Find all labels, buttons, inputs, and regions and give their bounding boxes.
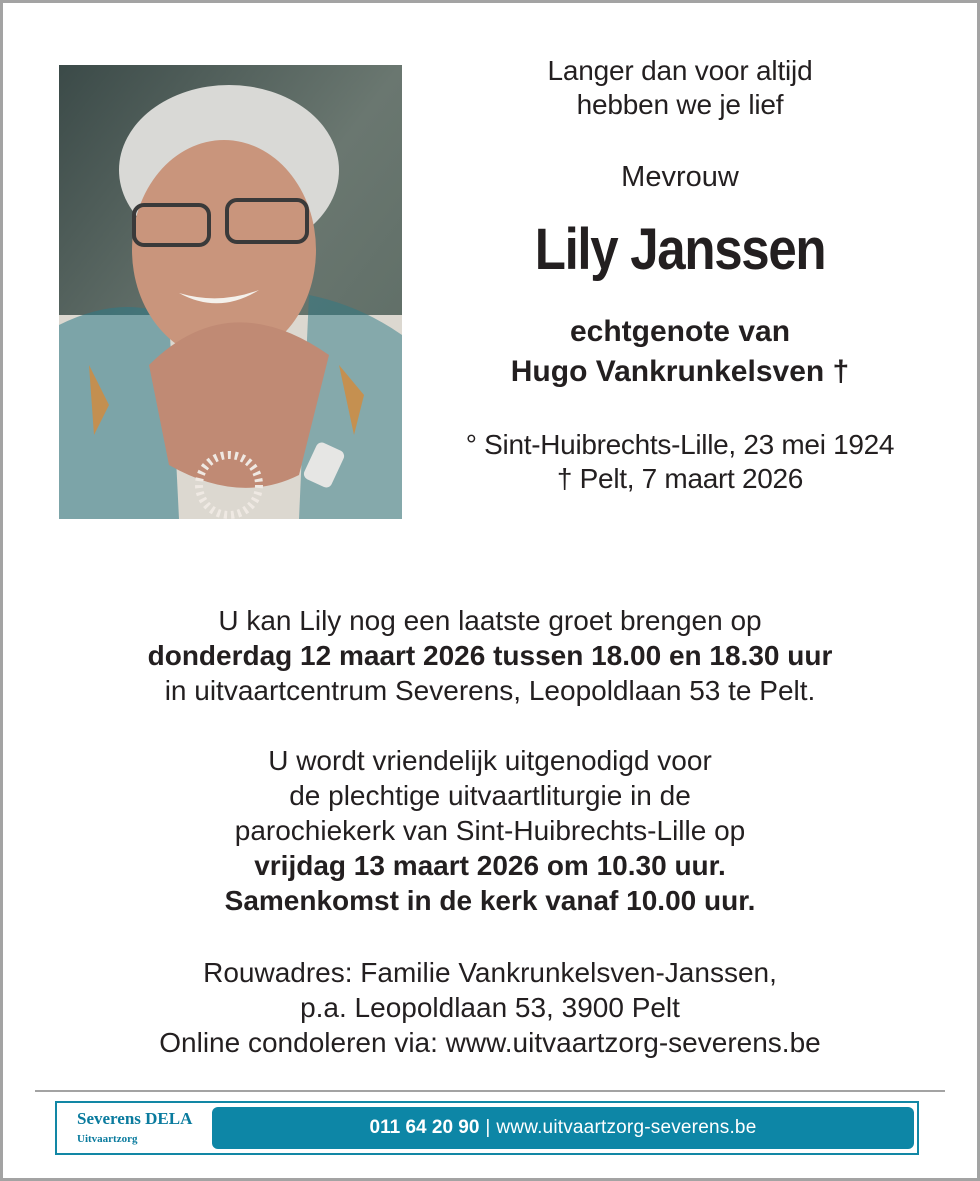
separator: | [485, 1117, 491, 1138]
funeral-info [40, 743, 940, 918]
motto-line-1: Langer dan voor altijd [547, 55, 813, 86]
portrait-photo [59, 65, 402, 519]
contact-panel [212, 1107, 914, 1149]
visitation-line-1: U kan Lily nog een laatste groet brengen op [218, 605, 762, 636]
divider [35, 1090, 945, 1092]
portrait-image [59, 65, 402, 519]
motto-line-2: hebben we je lief [576, 89, 784, 120]
funeral-line-1: U wordt vriendelijk uitgenodigd voor [268, 745, 712, 776]
spouse-name: Hugo Vankrunkelsven † [510, 355, 850, 388]
gathering-time: Samenkomst in de kerk vanaf 10.00 uur. [224, 885, 756, 916]
funeral-home-logo [77, 1109, 192, 1146]
spouse-label: echtgenote van [569, 315, 791, 348]
death-date: † Pelt, 7 maart 2026 [556, 463, 804, 494]
spouse-info [420, 312, 940, 392]
website-link[interactable]: www.uitvaartzorg-severens.be [496, 1117, 757, 1138]
phone-number[interactable]: 011 64 20 90 [369, 1117, 480, 1138]
notice-header [420, 54, 940, 496]
visitation-info [40, 603, 940, 708]
mourning-address-label: Rouwadres: Familie Vankrunkelsven-Janssen, [203, 957, 777, 988]
funeral-line-3: parochiekerk van Sint-Huibrechts-Lille op [234, 815, 746, 846]
motto [420, 54, 940, 122]
logo-sub-text: Uitvaartzorg [77, 1133, 138, 1145]
funeral-home-banner [55, 1101, 919, 1155]
birth-date: ° Sint-Huibrechts-Lille, 23 mei 1924 [465, 429, 895, 460]
logo-main-text: Severens DELA [77, 1109, 193, 1128]
deceased-name: Lily Janssen [534, 217, 826, 282]
online-condolence-link[interactable]: Online condoleren via: www.uitvaartzorg-severens.be [159, 1027, 821, 1058]
visitation-location: in uitvaartcentrum Severens, Leopoldlaan 53 te Pelt. [164, 675, 816, 706]
contact-info [40, 955, 940, 1060]
funeral-datetime: vrijdag 13 maart 2026 om 10.30 uur. [254, 850, 726, 881]
mourning-address: p.a. Leopoldlaan 53, 3900 Pelt [300, 992, 680, 1023]
visitation-datetime: donderdag 12 maart 2026 tussen 18.00 en 18.30 uur [147, 640, 833, 671]
funeral-line-2: de plechtige uitvaartliturgie in de [289, 780, 691, 811]
life-dates [420, 428, 940, 496]
honorific: Mevrouw [621, 161, 739, 193]
